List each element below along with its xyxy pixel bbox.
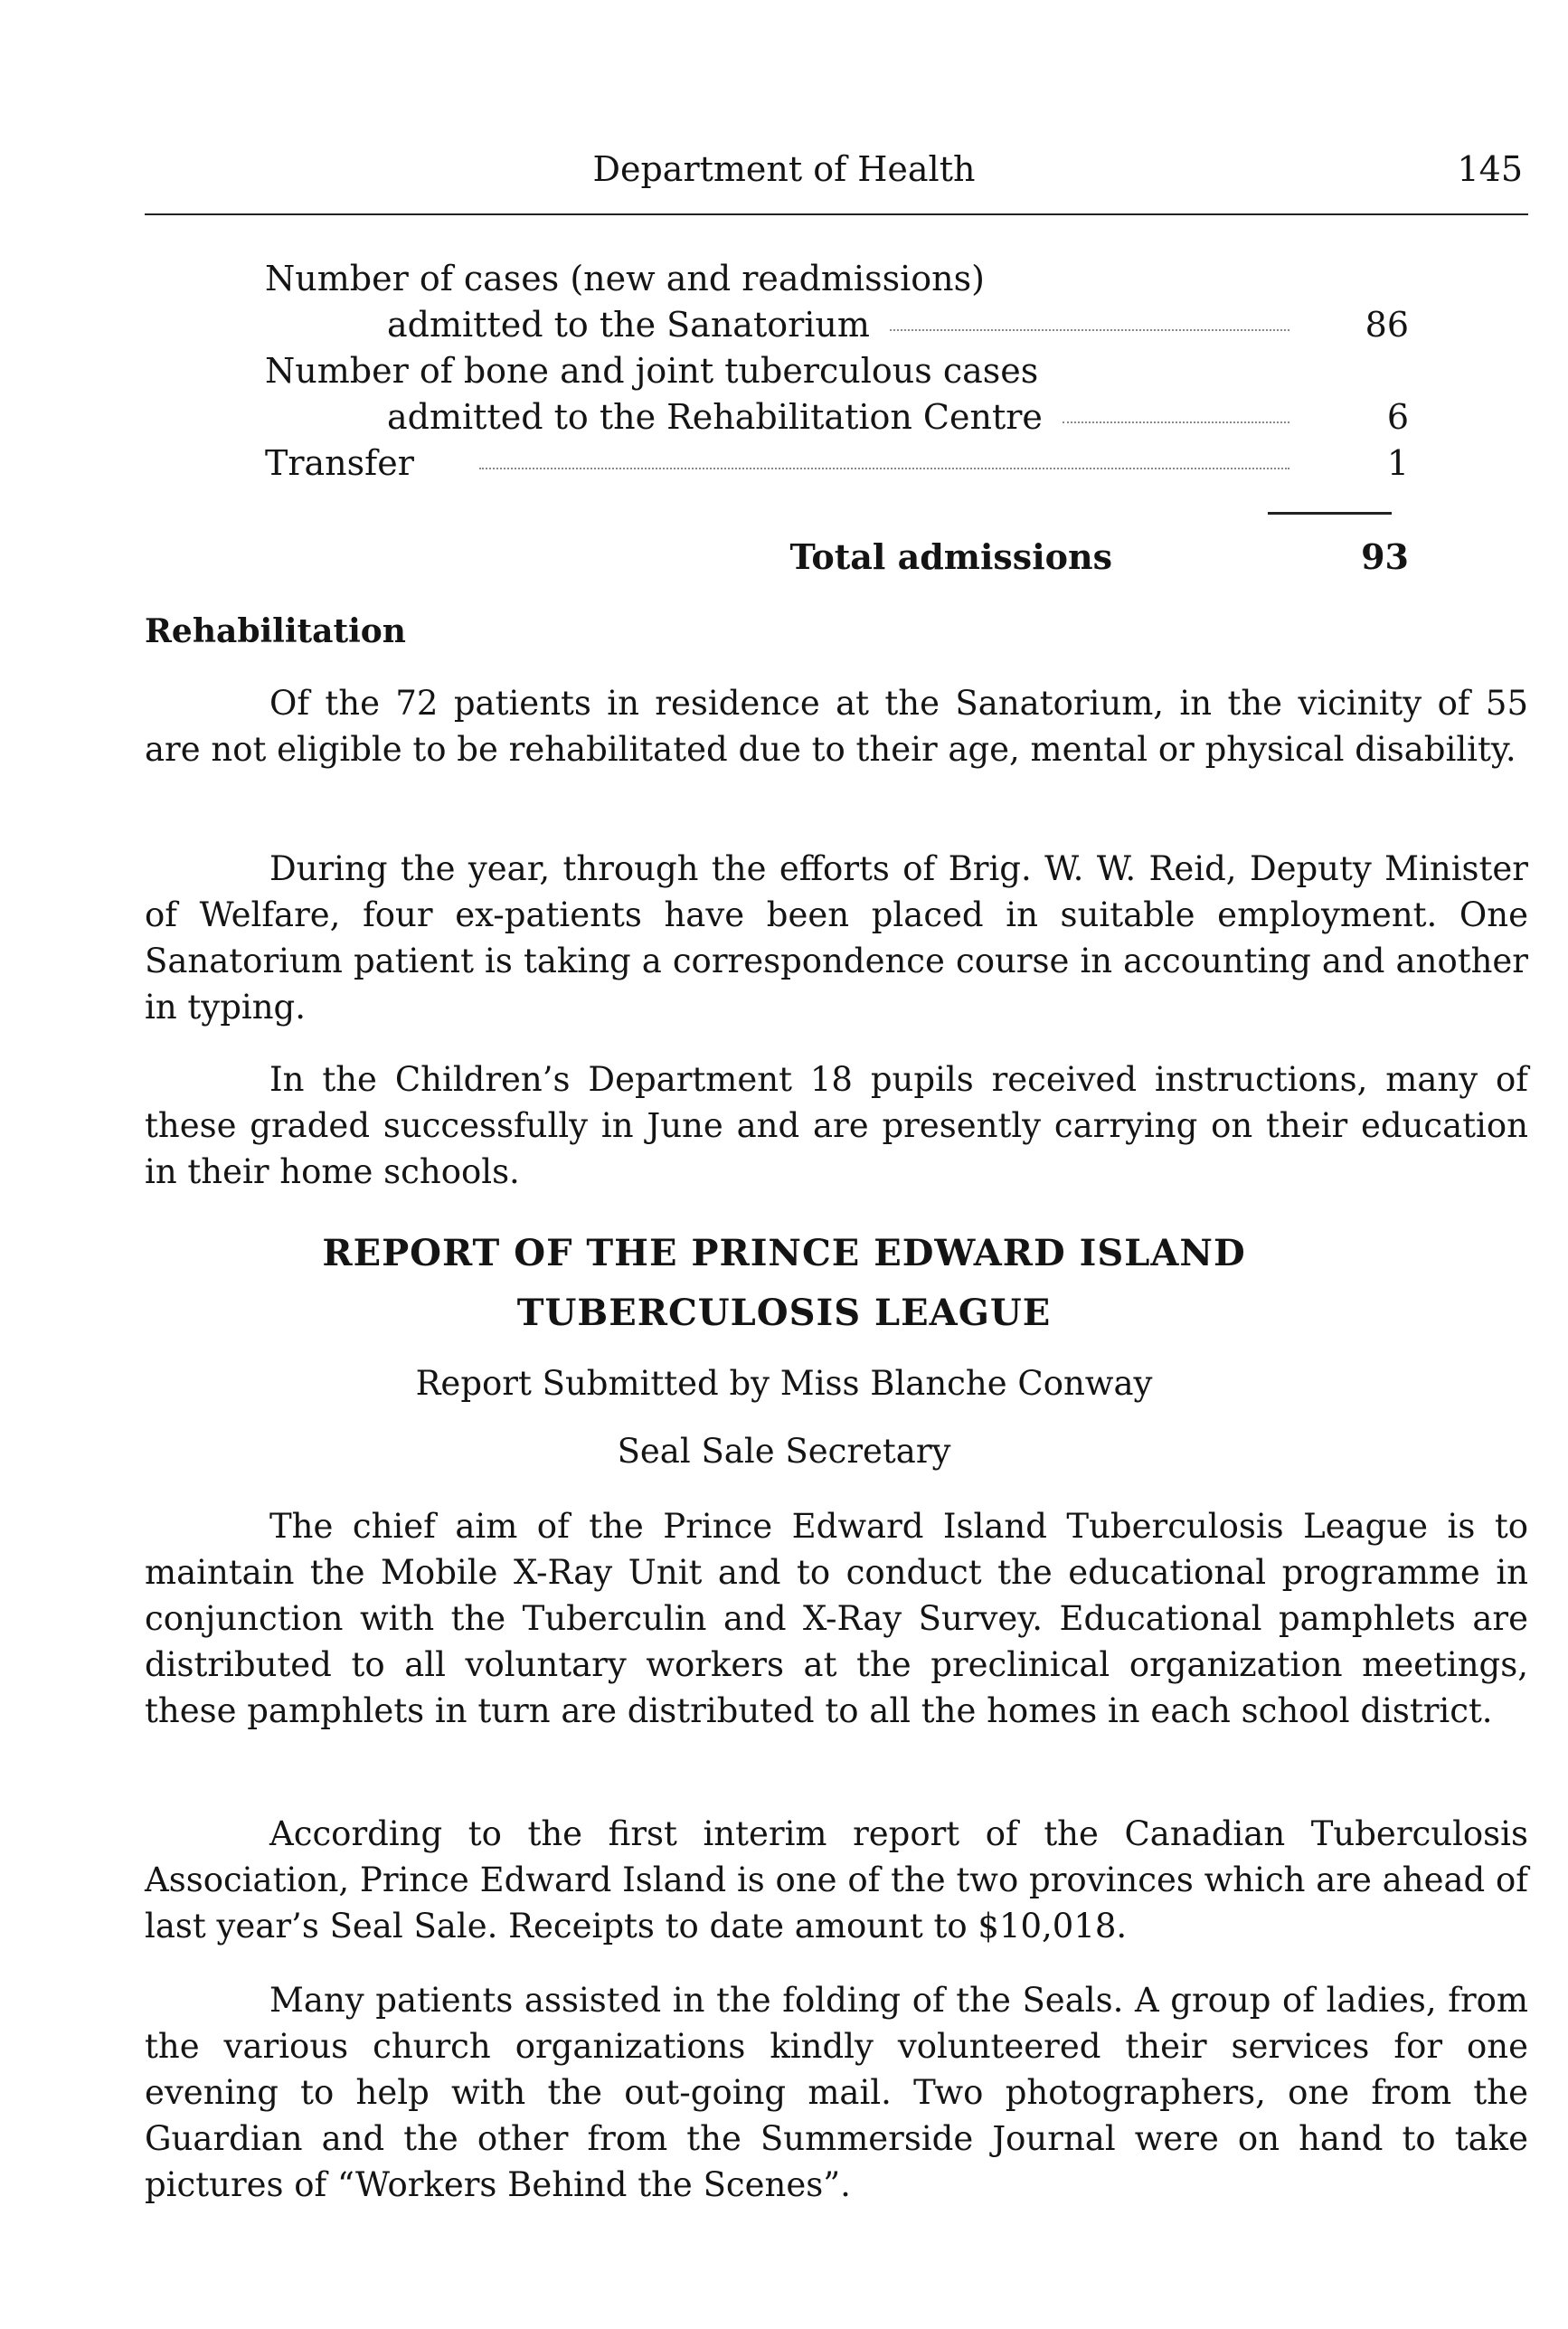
dot-leader bbox=[1063, 421, 1289, 423]
paragraph: In the Children’s Department 18 pupils received instructions, many of these graded successfully in June and are presently carrying on their education in their home schools. bbox=[145, 1060, 1528, 1191]
admissions-row-text: Number of bone and joint tuberculous cases bbox=[265, 351, 1039, 391]
paragraph: According to the first interim report of the Canadian Tuberculosis Association, Prince Edward Island is one of the two provinces which are ahead of last year’s Seal Sale. Receipts to date amount to $10,018. bbox=[145, 1814, 1528, 1946]
total-value: 93 bbox=[1361, 536, 1409, 577]
paragraph: Of the 72 patients in residence at the Sanatorium, in the vicinity of 55 are not eligible to be rehabilitated due to their age, mental or physical disability. bbox=[145, 684, 1528, 769]
admissions-row-text: Number of cases (new and readmissions) bbox=[265, 259, 985, 298]
admissions-row-text: Transfer bbox=[265, 443, 414, 483]
admissions-row bbox=[265, 302, 1409, 348]
admissions-value: 86 bbox=[1365, 305, 1409, 345]
admissions-table bbox=[265, 256, 1409, 487]
running-header: Department of Health bbox=[592, 149, 976, 189]
section-heading-rehabilitation: Rehabilitation bbox=[145, 612, 406, 650]
dot-leader bbox=[479, 468, 1289, 469]
admissions-row-label bbox=[265, 256, 1409, 302]
admissions-value: 6 bbox=[1386, 397, 1409, 437]
header-rule bbox=[145, 213, 1528, 215]
total-rule bbox=[1268, 512, 1392, 515]
paragraph: Many patients assisted in the folding of the Seals. A group of ladies, from the various church organizations kindly volunteered their services for one evening to help with the out-going mail. Two photographers, one from the Guardian and the other from the Summerside Journal were on hand to take pictures of “Workers Behind the Scenes”. bbox=[145, 1981, 1528, 2204]
dot-leader bbox=[890, 329, 1289, 331]
report-title: TUBERCULOSIS LEAGUE bbox=[516, 1292, 1052, 1334]
admissions-row bbox=[265, 440, 1409, 487]
paragraph: The chief aim of the Prince Edward Island Tuberculosis League is to maintain the Mobile X-Ray Unit and to conduct the educational programme in conjunction with the Tuberculin and X-Ray Survey. Educational pamphlets are distributed to all voluntary workers at the preclinical organization meetings, these pamphlets in turn are distributed to all the homes in each school district. bbox=[145, 1507, 1528, 1730]
admissions-value: 1 bbox=[1386, 443, 1409, 483]
page-number: 145 bbox=[1457, 149, 1523, 189]
report-byline: Report Submitted by Miss Blanche Conway bbox=[415, 1364, 1153, 1403]
total-label: Total admissions bbox=[789, 536, 1112, 577]
admissions-row-label bbox=[265, 348, 1409, 394]
total-admissions-row bbox=[265, 534, 1409, 580]
admissions-row-text: admitted to the Rehabilitation Centre bbox=[387, 397, 1043, 437]
report-title: REPORT OF THE PRINCE EDWARD ISLAND bbox=[322, 1232, 1246, 1274]
admissions-row bbox=[265, 394, 1409, 440]
paragraph: During the year, through the efforts of Brig. W. W. Reid, Deputy Minister of Welfare, four ex-patients have been placed in suitable employment. One Sanatorium patient is taking a correspondence course in accounting and another in typing. bbox=[145, 849, 1528, 1027]
report-role: Seal Sale Secretary bbox=[617, 1432, 951, 1471]
admissions-row-text: admitted to the Sanatorium bbox=[387, 305, 870, 345]
